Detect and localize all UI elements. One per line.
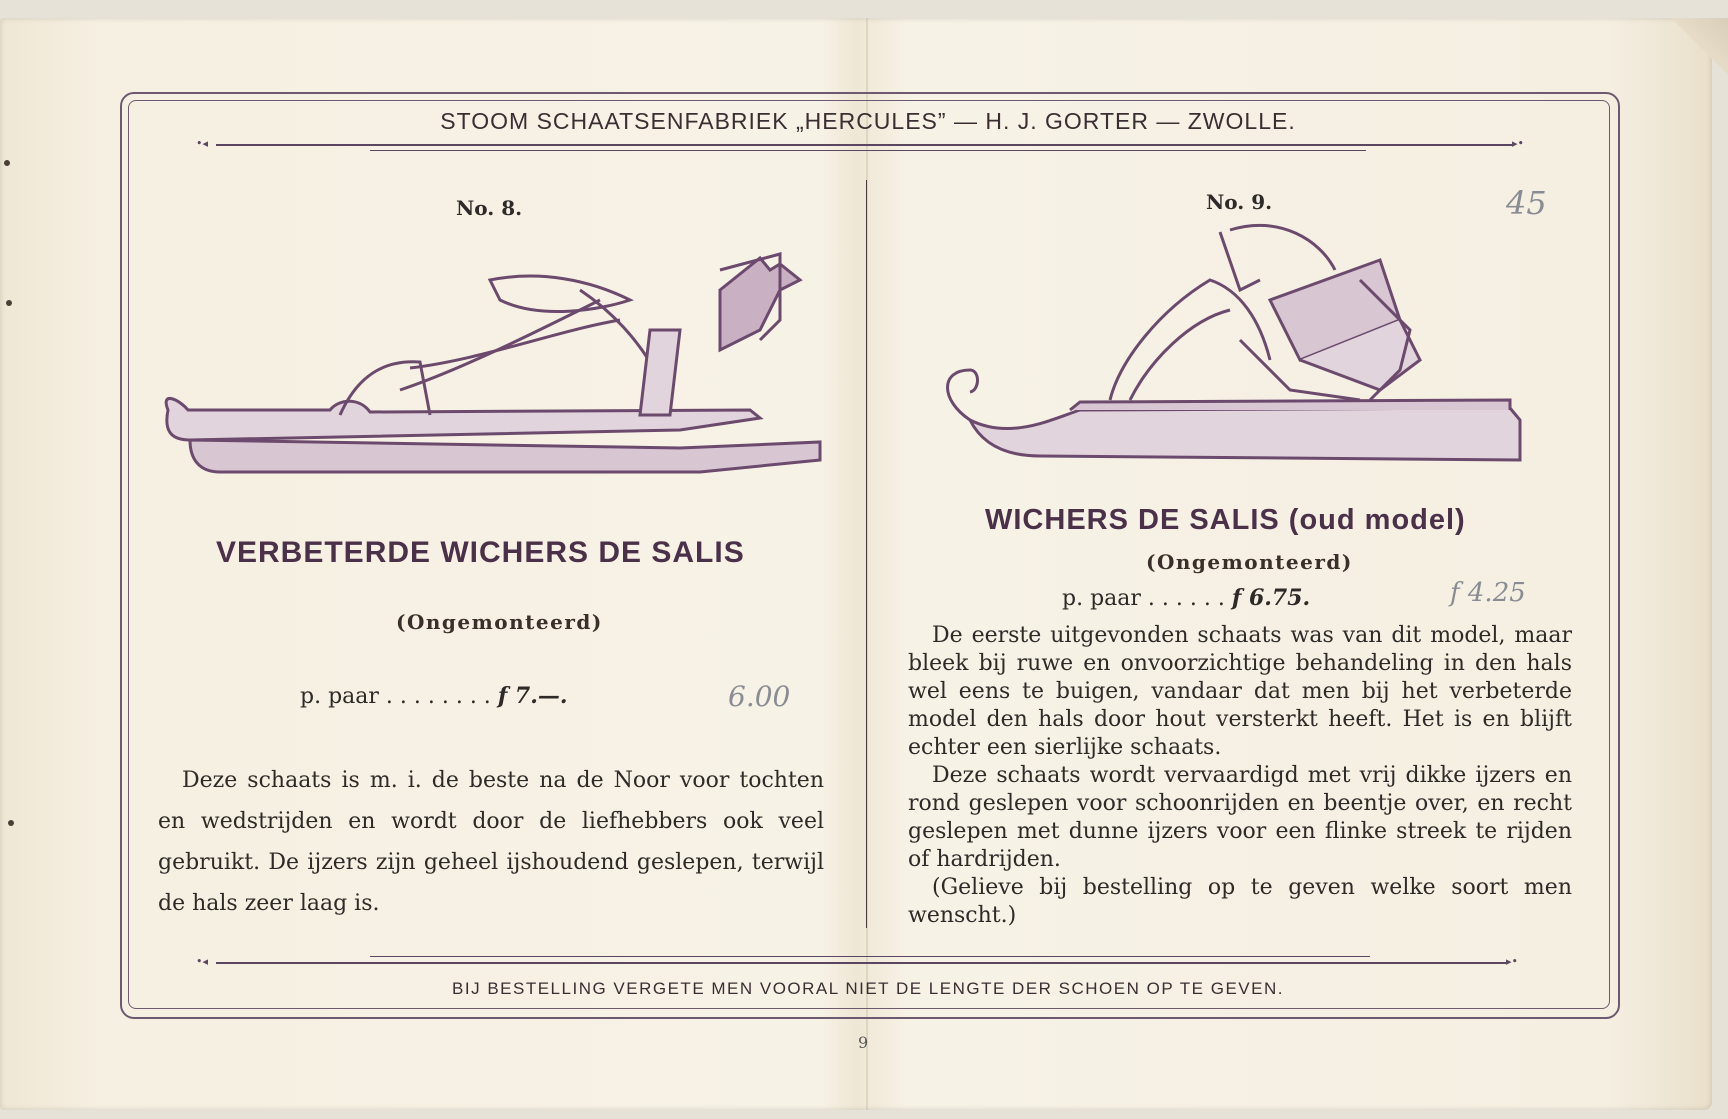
description-paragraph: Deze schaats is m. i. de beste na de Noor voor tochten en wedstrijden en wordt door de liefhebbers ook veel gebruikt. De ijzers zijn geheel ijshoudend geslepen, terwijl de hals zeer laag is. — [158, 768, 824, 916]
skate-illustration-no9 — [940, 220, 1550, 482]
rule-ornament-left: •◂ — [196, 955, 209, 968]
page-corner-fold — [1668, 18, 1728, 98]
footer-note: BIJ BESTELLING VERGETE MEN VOORAL NIET DE LENGTE DER SCHOEN OP TE GEVEN. — [452, 979, 1284, 998]
handwritten-number: 45 — [1506, 184, 1547, 222]
handwritten-price-no9: f 4.25 — [1450, 578, 1526, 608]
product-description-no9 — [908, 622, 1572, 930]
footer-rule — [216, 962, 1506, 964]
product-title-no9: WICHERS DE SALIS (oud model) — [985, 504, 1466, 536]
price-value: f 7.—. — [497, 683, 568, 709]
binding-hole — [6, 300, 12, 306]
product-description-no8 — [158, 760, 824, 924]
binding-hole — [4, 160, 10, 166]
product-subtitle-no9: (Ongemonteerd) — [1146, 550, 1353, 574]
price-label: p. paar — [1062, 586, 1141, 611]
skate-illustration-no8 — [160, 250, 830, 482]
description-paragraph-1: De eerste uitgevonden schaats was van dit model, maar bleek bij ruwe en onvoorzichtige behandeling in den hals wel eens te buigen, vandaar dat men bij het verbeterde model den hals door hout versterkt heeft. Het is en blijft echter een sierlijke schaats. — [908, 623, 1572, 760]
rule-ornament-right: ▸• — [1512, 137, 1525, 150]
product-title-no8: VERBETERDE WICHERS DE SALIS — [216, 536, 745, 569]
price-dots: . . . . . . . . — [385, 684, 491, 709]
header-title: STOOM SCHAATSENFABRIEK „HERCULES” — H. J. GORTER — ZWOLLE. — [440, 108, 1296, 134]
handwritten-price-no8: 6.00 — [728, 680, 791, 713]
binding-hole — [8, 820, 14, 826]
price-label: p. paar — [300, 684, 379, 709]
price-line-no9 — [1062, 585, 1310, 611]
page-number: 9 — [858, 1033, 869, 1052]
description-paragraph-3: (Gelieve bij bestelling op te geven welke soort men wenscht.) — [908, 875, 1572, 928]
header-rule — [216, 144, 1512, 146]
rule-ornament-left: •◂ — [196, 137, 209, 150]
rule-ornament-right: ▸• — [1506, 955, 1519, 968]
footer-rule-thin — [370, 956, 1370, 957]
item-number-8: No. 8. — [456, 196, 523, 220]
header-rule-thin — [370, 150, 1366, 151]
product-subtitle-no8: (Ongemonteerd) — [396, 610, 603, 634]
price-dots: . . . . . . — [1147, 586, 1225, 611]
column-divider — [866, 180, 867, 928]
price-line-no8 — [300, 683, 568, 709]
price-value: f 6.75. — [1231, 585, 1311, 611]
description-paragraph-2: Deze schaats wordt vervaardigd met vrij dikke ijzers en rond geslepen voor schoonrijden en beentje over, en recht geslepen met dunne ijzers voor een flinke streek te rijden of hardrijden. — [908, 763, 1572, 872]
item-number-9: No. 9. — [1206, 190, 1273, 214]
